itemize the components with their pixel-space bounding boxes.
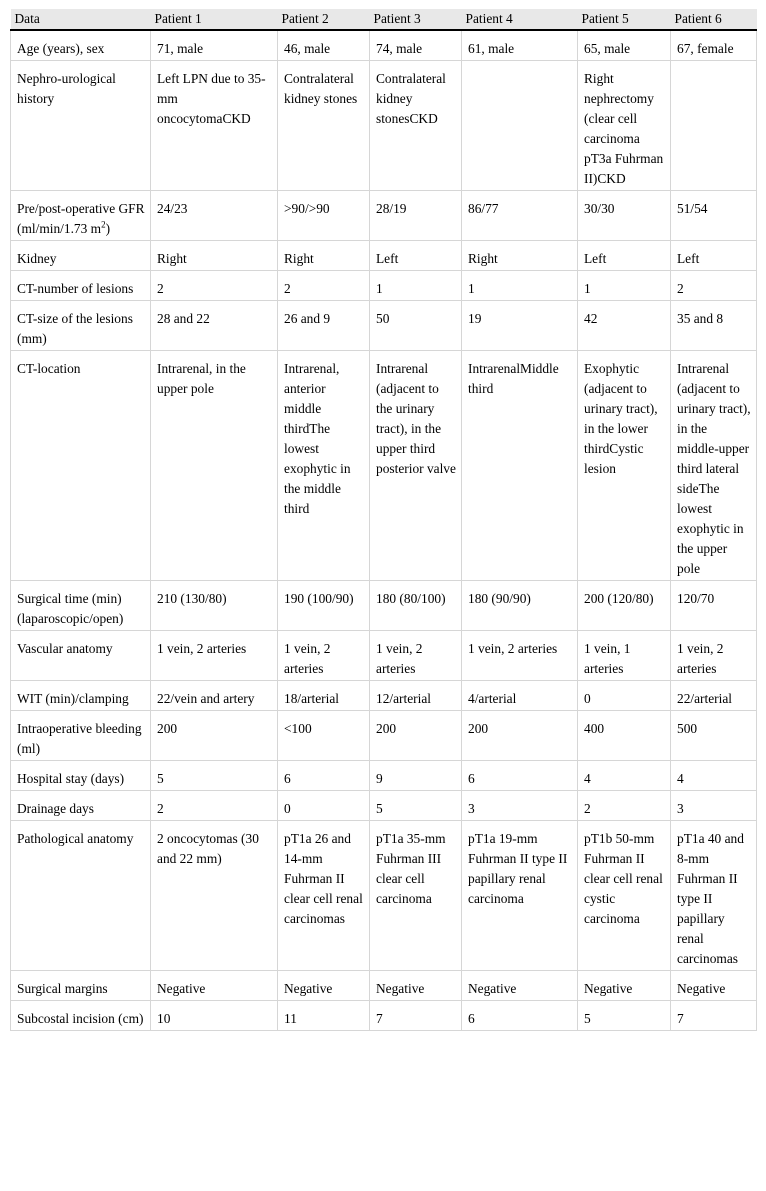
table-cell: 22/vein and artery (151, 681, 278, 711)
table-cell: 5 (578, 1001, 671, 1031)
row-label: Vascular anatomy (11, 631, 151, 681)
table-cell: Negative (278, 971, 370, 1001)
table-cell: 1 (462, 271, 578, 301)
row-label: CT-size of the lesions (mm) (11, 301, 151, 351)
table-row (11, 1001, 757, 1031)
row-label: CT-number of lesions (11, 271, 151, 301)
row-label: Kidney (11, 241, 151, 271)
table-cell: 3 (462, 791, 578, 821)
table-cell: 10 (151, 1001, 278, 1031)
table-cell: <100 (278, 711, 370, 761)
table-cell: >90/>90 (278, 191, 370, 241)
table-cell: 190 (100/90) (278, 581, 370, 631)
table-cell: 120/70 (671, 581, 757, 631)
table-row (11, 821, 757, 971)
table-cell: Exophytic (adjacent to urinary tract), in the lower thirdCystic lesion (578, 351, 671, 581)
table-cell: 24/23 (151, 191, 278, 241)
row-label: Hospital stay (days) (11, 761, 151, 791)
table-cell: Intrarenal, in the upper pole (151, 351, 278, 581)
row-label: Age (years), sex (11, 30, 151, 61)
table-row (11, 581, 757, 631)
table-cell: 200 (370, 711, 462, 761)
row-label: Subcostal incision (cm) (11, 1001, 151, 1031)
header-patient-1: Patient 1 (151, 9, 278, 30)
table-cell: 61, male (462, 30, 578, 61)
table-cell: 4 (671, 761, 757, 791)
table-cell: Contralateral kidney stonesCKD (370, 61, 462, 191)
table-cell: 35 and 8 (671, 301, 757, 351)
table-row (11, 30, 757, 61)
table-cell (462, 61, 578, 191)
table-cell: Negative (151, 971, 278, 1001)
table-cell: 6 (462, 761, 578, 791)
table-cell: 6 (278, 761, 370, 791)
table-cell: 180 (80/100) (370, 581, 462, 631)
table-cell: 1 (578, 271, 671, 301)
row-label-text: Pre/post-operative GFR (ml/min/1.73 m (17, 201, 145, 236)
table-row (11, 711, 757, 761)
table-cell: 71, male (151, 30, 278, 61)
table-header (11, 9, 757, 30)
table-cell: Right (462, 241, 578, 271)
table-cell: 26 and 9 (278, 301, 370, 351)
table-cell: 7 (671, 1001, 757, 1031)
table-cell: pT1b 50-mm Fuhrman II clear cell renal cystic carcinoma (578, 821, 671, 971)
table-cell: 2 (578, 791, 671, 821)
table-cell: 11 (278, 1001, 370, 1031)
table-cell: IntrarenalMiddle third (462, 351, 578, 581)
table-cell: 1 vein, 2 arteries (370, 631, 462, 681)
table-cell: Right (278, 241, 370, 271)
table-cell: 2 oncocytomas (30 and 22 mm) (151, 821, 278, 971)
table-row (11, 631, 757, 681)
header-row (11, 9, 757, 30)
header-data: Data (11, 9, 151, 30)
row-label-close: ) (105, 221, 111, 236)
table-cell: 9 (370, 761, 462, 791)
table-cell: Negative (462, 971, 578, 1001)
table-cell: 3 (671, 791, 757, 821)
table-cell: 5 (151, 761, 278, 791)
table-cell: Left LPN due to 35-mm oncocytomaCKD (151, 61, 278, 191)
table-cell: 65, male (578, 30, 671, 61)
header-patient-3: Patient 3 (370, 9, 462, 30)
table-cell: 22/arterial (671, 681, 757, 711)
table-cell: 1 vein, 2 arteries (151, 631, 278, 681)
row-label: Drainage days (11, 791, 151, 821)
table-row (11, 191, 757, 241)
table-cell: Left (671, 241, 757, 271)
table-cell: 28 and 22 (151, 301, 278, 351)
table-cell: 1 vein, 2 arteries (278, 631, 370, 681)
table-cell: Intrarenal (adjacent to the urinary tract), in the upper third posterior valve (370, 351, 462, 581)
table-cell: 86/77 (462, 191, 578, 241)
table-cell: Negative (671, 971, 757, 1001)
table-row (11, 681, 757, 711)
table-cell: 74, male (370, 30, 462, 61)
table-cell: Negative (578, 971, 671, 1001)
table-cell: pT1a 19-mm Fuhrman II type II papillary renal carcinoma (462, 821, 578, 971)
table-row (11, 791, 757, 821)
table-cell: 12/arterial (370, 681, 462, 711)
table-cell: 400 (578, 711, 671, 761)
table-cell: 2 (671, 271, 757, 301)
table-cell: 50 (370, 301, 462, 351)
table-cell: 200 (151, 711, 278, 761)
table-cell: pT1a 35-mm Fuhrman III clear cell carcinoma (370, 821, 462, 971)
table-cell: 30/30 (578, 191, 671, 241)
table-cell: 2 (151, 271, 278, 301)
table-cell: 19 (462, 301, 578, 351)
table-cell: 0 (278, 791, 370, 821)
superscript-exponent: 2 (101, 219, 106, 230)
table-cell: 5 (370, 791, 462, 821)
table-cell: 1 vein, 1 arteries (578, 631, 671, 681)
patient-data-table (10, 9, 757, 1031)
table-cell: Left (370, 241, 462, 271)
table-cell: Right nephrectomy (clear cell carcinoma pT3a Fuhrman II)CKD (578, 61, 671, 191)
table-cell: 1 (370, 271, 462, 301)
table-cell: Left (578, 241, 671, 271)
table-row (11, 971, 757, 1001)
table-cell: 67, female (671, 30, 757, 61)
patient-data-table-container (10, 9, 756, 1031)
table-cell: Intrarenal, anterior middle thirdThe lowest exophytic in the middle third (278, 351, 370, 581)
table-cell: pT1a 40 and 8-mm Fuhrman II type II papillary renal carcinomas (671, 821, 757, 971)
table-cell: Contralateral kidney stones (278, 61, 370, 191)
table-cell: 1 vein, 2 arteries (671, 631, 757, 681)
row-label: Surgical margins (11, 971, 151, 1001)
table-cell: 1 vein, 2 arteries (462, 631, 578, 681)
row-label: Nephro-urological history (11, 61, 151, 191)
table-row (11, 241, 757, 271)
table-row (11, 351, 757, 581)
table-cell: 0 (578, 681, 671, 711)
table-cell: Negative (370, 971, 462, 1001)
row-label: Intraoperative bleeding (ml) (11, 711, 151, 761)
table-cell: 46, male (278, 30, 370, 61)
table-cell: 4 (578, 761, 671, 791)
table-cell: 42 (578, 301, 671, 351)
table-cell: 210 (130/80) (151, 581, 278, 631)
table-cell: Right (151, 241, 278, 271)
table-row (11, 61, 757, 191)
table-cell: pT1a 26 and 14-mm Fuhrman II clear cell renal carcinomas (278, 821, 370, 971)
table-body (11, 30, 757, 1031)
header-patient-5: Patient 5 (578, 9, 671, 30)
row-label: Pathological anatomy (11, 821, 151, 971)
table-cell: 200 (120/80) (578, 581, 671, 631)
table-cell: 500 (671, 711, 757, 761)
table-cell: 51/54 (671, 191, 757, 241)
table-cell: Intrarenal (adjacent to urinary tract), in the middle-upper third lateral sideThe lowest exophytic in the upper pole (671, 351, 757, 581)
table-cell: 6 (462, 1001, 578, 1031)
table-cell (671, 61, 757, 191)
table-cell: 7 (370, 1001, 462, 1031)
row-label: WIT (min)/clamping (11, 681, 151, 711)
row-label: CT-location (11, 351, 151, 581)
table-cell: 180 (90/90) (462, 581, 578, 631)
table-cell: 4/arterial (462, 681, 578, 711)
table-cell: 2 (151, 791, 278, 821)
table-cell: 18/arterial (278, 681, 370, 711)
table-row (11, 271, 757, 301)
table-row (11, 301, 757, 351)
table-cell: 200 (462, 711, 578, 761)
table-row (11, 761, 757, 791)
header-patient-6: Patient 6 (671, 9, 757, 30)
table-cell: 2 (278, 271, 370, 301)
row-label: Surgical time (min) (laparoscopic/open) (11, 581, 151, 631)
table-cell: 28/19 (370, 191, 462, 241)
header-patient-2: Patient 2 (278, 9, 370, 30)
header-patient-4: Patient 4 (462, 9, 578, 30)
row-label (11, 191, 151, 241)
